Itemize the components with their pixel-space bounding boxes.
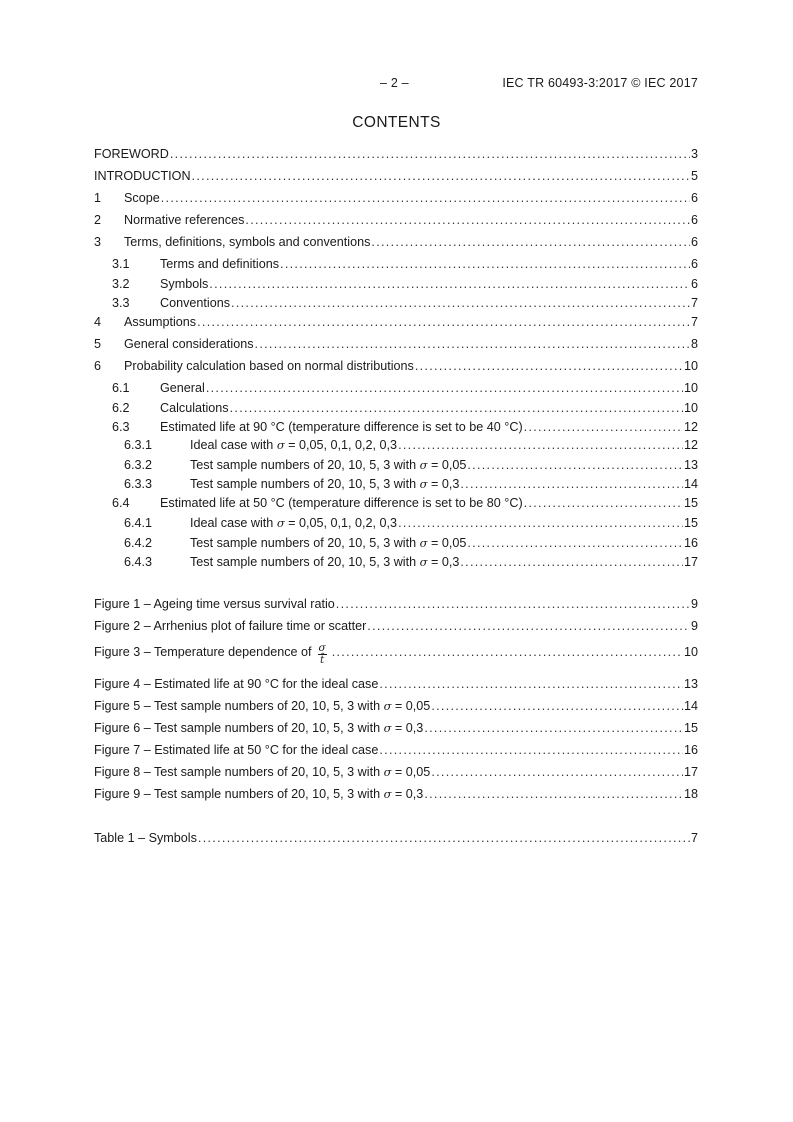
figure-list-entry[interactable] <box>94 764 698 780</box>
page-reference: 6 <box>690 191 698 205</box>
toc-entry[interactable] <box>94 419 698 435</box>
toc-entry-number: 6.3 <box>112 420 130 434</box>
toc-entry-text-suffix: = 0,05 <box>391 765 431 779</box>
page-reference: 3 <box>690 147 698 161</box>
toc-entry-title <box>94 720 423 736</box>
dot-leader <box>431 698 683 714</box>
page-reference: 7 <box>690 296 698 310</box>
toc-entry-title <box>160 380 205 396</box>
toc-entry-text: Test sample numbers of 20, 10, 5, 3 with <box>190 477 417 491</box>
dot-leader <box>336 596 690 612</box>
toc-entry[interactable] <box>94 276 698 292</box>
page-reference: 10 <box>683 644 698 659</box>
figure-list-entry[interactable] <box>94 618 698 634</box>
figure-list-entry[interactable] <box>94 720 698 736</box>
page-reference: 6 <box>690 213 698 227</box>
toc-entry-text: Probability calculation based on normal distributions <box>124 359 414 373</box>
figure-list-entry[interactable] <box>94 676 698 692</box>
toc-entry-number: 4 <box>94 315 102 329</box>
toc-entry-text: Scope <box>124 191 160 205</box>
page-reference: 13 <box>683 458 698 472</box>
toc-entry-title <box>94 786 423 802</box>
page-reference: 15 <box>683 721 698 735</box>
dot-leader <box>206 380 683 396</box>
toc-entry[interactable] <box>94 535 698 551</box>
dot-leader <box>371 234 690 250</box>
page-reference: 14 <box>683 477 698 491</box>
page-reference: 12 <box>683 420 698 434</box>
page-reference: 7 <box>690 315 698 329</box>
toc-entry[interactable] <box>94 380 698 396</box>
toc-entry-title <box>94 742 378 758</box>
toc-entry-title <box>94 596 335 612</box>
figure-list-entry[interactable] <box>94 786 698 802</box>
toc-entry-text-suffix: = 0,3 <box>427 477 460 491</box>
toc-entry-text-suffix: = 0,3 <box>391 721 424 735</box>
toc-entry-title <box>94 146 169 162</box>
toc-entry-text: Figure 2 – Arrhenius plot of failure time or scatter <box>94 619 367 633</box>
toc-entry[interactable] <box>94 314 698 330</box>
page-reference: 7 <box>690 831 698 845</box>
toc-entry-text-suffix: = 0,05 <box>427 458 467 472</box>
toc-entry-title <box>160 419 523 435</box>
dot-leader <box>192 168 690 184</box>
dot-leader <box>245 212 690 228</box>
toc-entry[interactable] <box>94 400 698 416</box>
toc-entry[interactable] <box>94 295 698 311</box>
dot-leader <box>460 554 683 570</box>
toc-entry[interactable] <box>94 336 698 352</box>
toc-entry-title <box>94 698 430 714</box>
dot-leader <box>231 295 690 311</box>
page-reference: 13 <box>683 677 698 691</box>
toc-entry-text: Conventions <box>160 296 231 310</box>
toc-entry-title <box>124 314 196 330</box>
toc-entry-text: Test sample numbers of 20, 10, 5, 3 with <box>190 458 417 472</box>
toc-entry-number: 5 <box>94 337 102 351</box>
dot-leader <box>198 830 690 846</box>
fraction-numerator: σ <box>318 642 326 654</box>
page-reference: 17 <box>683 555 698 569</box>
page-reference: 16 <box>683 536 698 550</box>
toc-entry-title <box>94 618 366 634</box>
page-reference: 6 <box>690 277 698 291</box>
toc-entry-title <box>124 358 414 374</box>
toc-entry-title <box>124 234 370 250</box>
dot-leader <box>431 764 683 780</box>
toc-entry-text: Table 1 – Symbols <box>94 831 197 845</box>
toc-entry-number: 6.4.1 <box>124 516 153 530</box>
sigma-symbol: σ <box>276 516 285 530</box>
sigma-symbol: σ <box>276 438 285 452</box>
toc-entry-text: Estimated life at 50 °C (temperature difference is set to be 80 °C) <box>160 496 523 510</box>
fraction-denominator: t̄ <box>319 654 325 666</box>
toc-entry-number: 6.4.3 <box>124 555 153 569</box>
toc-entry-text: FOREWORD <box>94 147 169 161</box>
toc-entry-title <box>94 764 430 780</box>
sigma-symbol: σ <box>419 536 428 550</box>
toc-entry-text: INTRODUCTION <box>94 169 191 183</box>
page-reference: 18 <box>683 787 698 801</box>
page-reference: 10 <box>683 401 698 415</box>
toc-entry-title <box>94 830 197 846</box>
toc-entry-title <box>160 256 279 272</box>
toc-entry-title <box>160 295 230 311</box>
dot-leader <box>467 457 683 473</box>
toc-entry-text: Figure 4 – Estimated life at 90 °C for the ideal case <box>94 677 379 691</box>
dot-leader <box>524 419 683 435</box>
page-reference: 10 <box>683 381 698 395</box>
sigma-symbol: σ <box>383 787 392 801</box>
toc-entry-number: 3.3 <box>112 296 130 310</box>
toc-entry-text-suffix: = 0,3 <box>391 787 424 801</box>
toc-entry-title <box>94 168 191 184</box>
toc-entry-text: Terms, definitions, symbols and conventions <box>124 235 371 249</box>
page-title: CONTENTS <box>352 114 441 131</box>
dot-leader <box>161 190 690 206</box>
toc-entry-title <box>190 515 397 531</box>
page-reference: 8 <box>690 337 698 351</box>
page-reference: 9 <box>690 597 698 611</box>
sigma-symbol: σ <box>419 555 428 569</box>
toc-entry-text: Figure 1 – Ageing time versus survival ratio <box>94 597 335 611</box>
toc-entry-title <box>94 676 378 692</box>
toc-entry-number: 2 <box>94 213 102 227</box>
toc-entry-text-suffix: = 0,05, 0,1, 0,2, 0,3 <box>284 438 398 452</box>
toc-entry[interactable] <box>94 457 698 473</box>
page-reference: 6 <box>690 257 698 271</box>
toc-entry-text-suffix: = 0,05, 0,1, 0,2, 0,3 <box>284 516 398 530</box>
toc-entry-text: Calculations <box>160 401 229 415</box>
toc-entry-text: Terms and definitions <box>160 257 280 271</box>
toc-entry-number: 6 <box>94 359 102 373</box>
toc-entry-number: 6.2 <box>112 401 130 415</box>
page-reference: 5 <box>690 169 698 183</box>
toc-entry-number: 3.1 <box>112 257 130 271</box>
page-reference: 10 <box>683 359 698 373</box>
toc-entry-title <box>124 212 244 228</box>
toc-entry-text: Figure 5 – Test sample numbers of 20, 10, 5, 3 with <box>94 699 381 713</box>
dot-leader <box>379 742 683 758</box>
figure-list-entry[interactable] <box>94 742 698 758</box>
dot-leader <box>524 495 683 511</box>
page-reference: 12 <box>683 438 698 452</box>
toc-entry-title <box>160 276 208 292</box>
figure-list-entry[interactable] <box>94 641 698 666</box>
toc-entry-number: 1 <box>94 191 102 205</box>
toc-entry[interactable] <box>94 146 698 162</box>
dot-leader <box>230 400 683 416</box>
page-reference: 6 <box>690 235 698 249</box>
page-number: – 2 – <box>380 76 409 90</box>
toc-entry-text: Figure 6 – Test sample numbers of 20, 10, 5, 3 with <box>94 721 381 735</box>
page-reference: 9 <box>690 619 698 633</box>
toc-entry-text: General <box>160 381 205 395</box>
dot-leader <box>332 644 683 660</box>
toc-entry[interactable] <box>94 190 698 206</box>
toc-entry-number: 3 <box>94 235 102 249</box>
table-list-entry[interactable] <box>94 830 698 846</box>
toc-entry-text: Figure 9 – Test sample numbers of 20, 10, 5, 3 with <box>94 787 381 801</box>
figure-list-entry[interactable] <box>94 698 698 714</box>
toc-entry-title <box>94 641 331 664</box>
toc-entry-title <box>190 457 466 473</box>
dot-leader <box>424 720 683 736</box>
toc-entry[interactable] <box>94 515 698 531</box>
dot-leader <box>398 437 683 453</box>
toc-entry-title <box>160 495 523 511</box>
toc-entry-number: 6.3.2 <box>124 458 153 472</box>
page-reference: 17 <box>683 765 698 779</box>
figure-list-entry[interactable] <box>94 596 698 612</box>
toc-entry-title <box>190 535 466 551</box>
page-header <box>0 76 793 92</box>
dot-leader <box>197 314 690 330</box>
toc-entry-text: Figure 3 – Temperature dependence of <box>94 644 312 659</box>
sigma-over-t-fraction <box>318 643 327 666</box>
toc-entry-text-suffix: = 0,05 <box>427 536 467 550</box>
toc-entry-text: Ideal case with <box>190 516 274 530</box>
toc-entry-number: 6.4.2 <box>124 536 153 550</box>
toc-entry[interactable] <box>94 256 698 272</box>
toc-entry-number: 6.3.1 <box>124 438 153 452</box>
toc-entry[interactable] <box>94 495 698 511</box>
toc-entry-text-suffix: = 0,05 <box>391 699 431 713</box>
toc-entry-text: Figure 7 – Estimated life at 50 °C for the ideal case <box>94 743 379 757</box>
toc-entry[interactable] <box>94 437 698 453</box>
dot-leader <box>255 336 690 352</box>
dot-leader <box>170 146 690 162</box>
sigma-symbol: σ <box>419 458 428 472</box>
toc-entry-text: Ideal case with <box>190 438 274 452</box>
toc-entry[interactable] <box>94 168 698 184</box>
page-reference: 15 <box>683 516 698 530</box>
toc-entry-title <box>124 336 254 352</box>
sigma-symbol: σ <box>383 699 392 713</box>
page-reference: 15 <box>683 496 698 510</box>
sigma-symbol: σ <box>383 721 392 735</box>
sigma-symbol: σ <box>419 477 428 491</box>
toc-entry-title <box>124 190 160 206</box>
page-reference: 14 <box>683 699 698 713</box>
page-reference: 16 <box>683 743 698 757</box>
toc-entry-text: Figure 8 – Test sample numbers of 20, 10, 5, 3 with <box>94 765 381 779</box>
dot-leader <box>415 358 683 374</box>
toc-entry-text: Estimated life at 90 °C (temperature difference is set to be 40 °C) <box>160 420 523 434</box>
document-identifier: IEC TR 60493-3:2017 © IEC 2017 <box>502 76 698 90</box>
toc-entry[interactable] <box>94 212 698 228</box>
toc-entry-text: General considerations <box>124 337 254 351</box>
toc-entry-number: 6.1 <box>112 381 130 395</box>
toc-entry-text: Normative references <box>124 213 245 227</box>
toc-entry-text: Test sample numbers of 20, 10, 5, 3 with <box>190 536 417 550</box>
toc-entry-title <box>190 437 397 453</box>
toc-entry-text-suffix: = 0,3 <box>427 555 460 569</box>
toc-entry-text: Test sample numbers of 20, 10, 5, 3 with <box>190 555 417 569</box>
toc-entry-title <box>190 476 459 492</box>
dot-leader <box>379 676 683 692</box>
toc-entry[interactable] <box>94 554 698 570</box>
toc-entry[interactable] <box>94 476 698 492</box>
toc-entry-title <box>160 400 229 416</box>
dot-leader <box>467 535 683 551</box>
toc-entry-text: Assumptions <box>124 315 197 329</box>
dot-leader <box>367 618 690 634</box>
toc-entry-title <box>190 554 459 570</box>
toc-entry[interactable] <box>94 358 698 374</box>
dot-leader <box>280 256 690 272</box>
toc-entry-number: 6.3.3 <box>124 477 153 491</box>
sigma-symbol: σ <box>383 765 392 779</box>
toc-entry[interactable] <box>94 234 698 250</box>
dot-leader <box>209 276 690 292</box>
dot-leader <box>398 515 683 531</box>
dot-leader <box>460 476 683 492</box>
toc-entry-text: Symbols <box>160 277 209 291</box>
dot-leader <box>424 786 683 802</box>
toc-entry-number: 3.2 <box>112 277 130 291</box>
toc-entry-number: 6.4 <box>112 496 130 510</box>
